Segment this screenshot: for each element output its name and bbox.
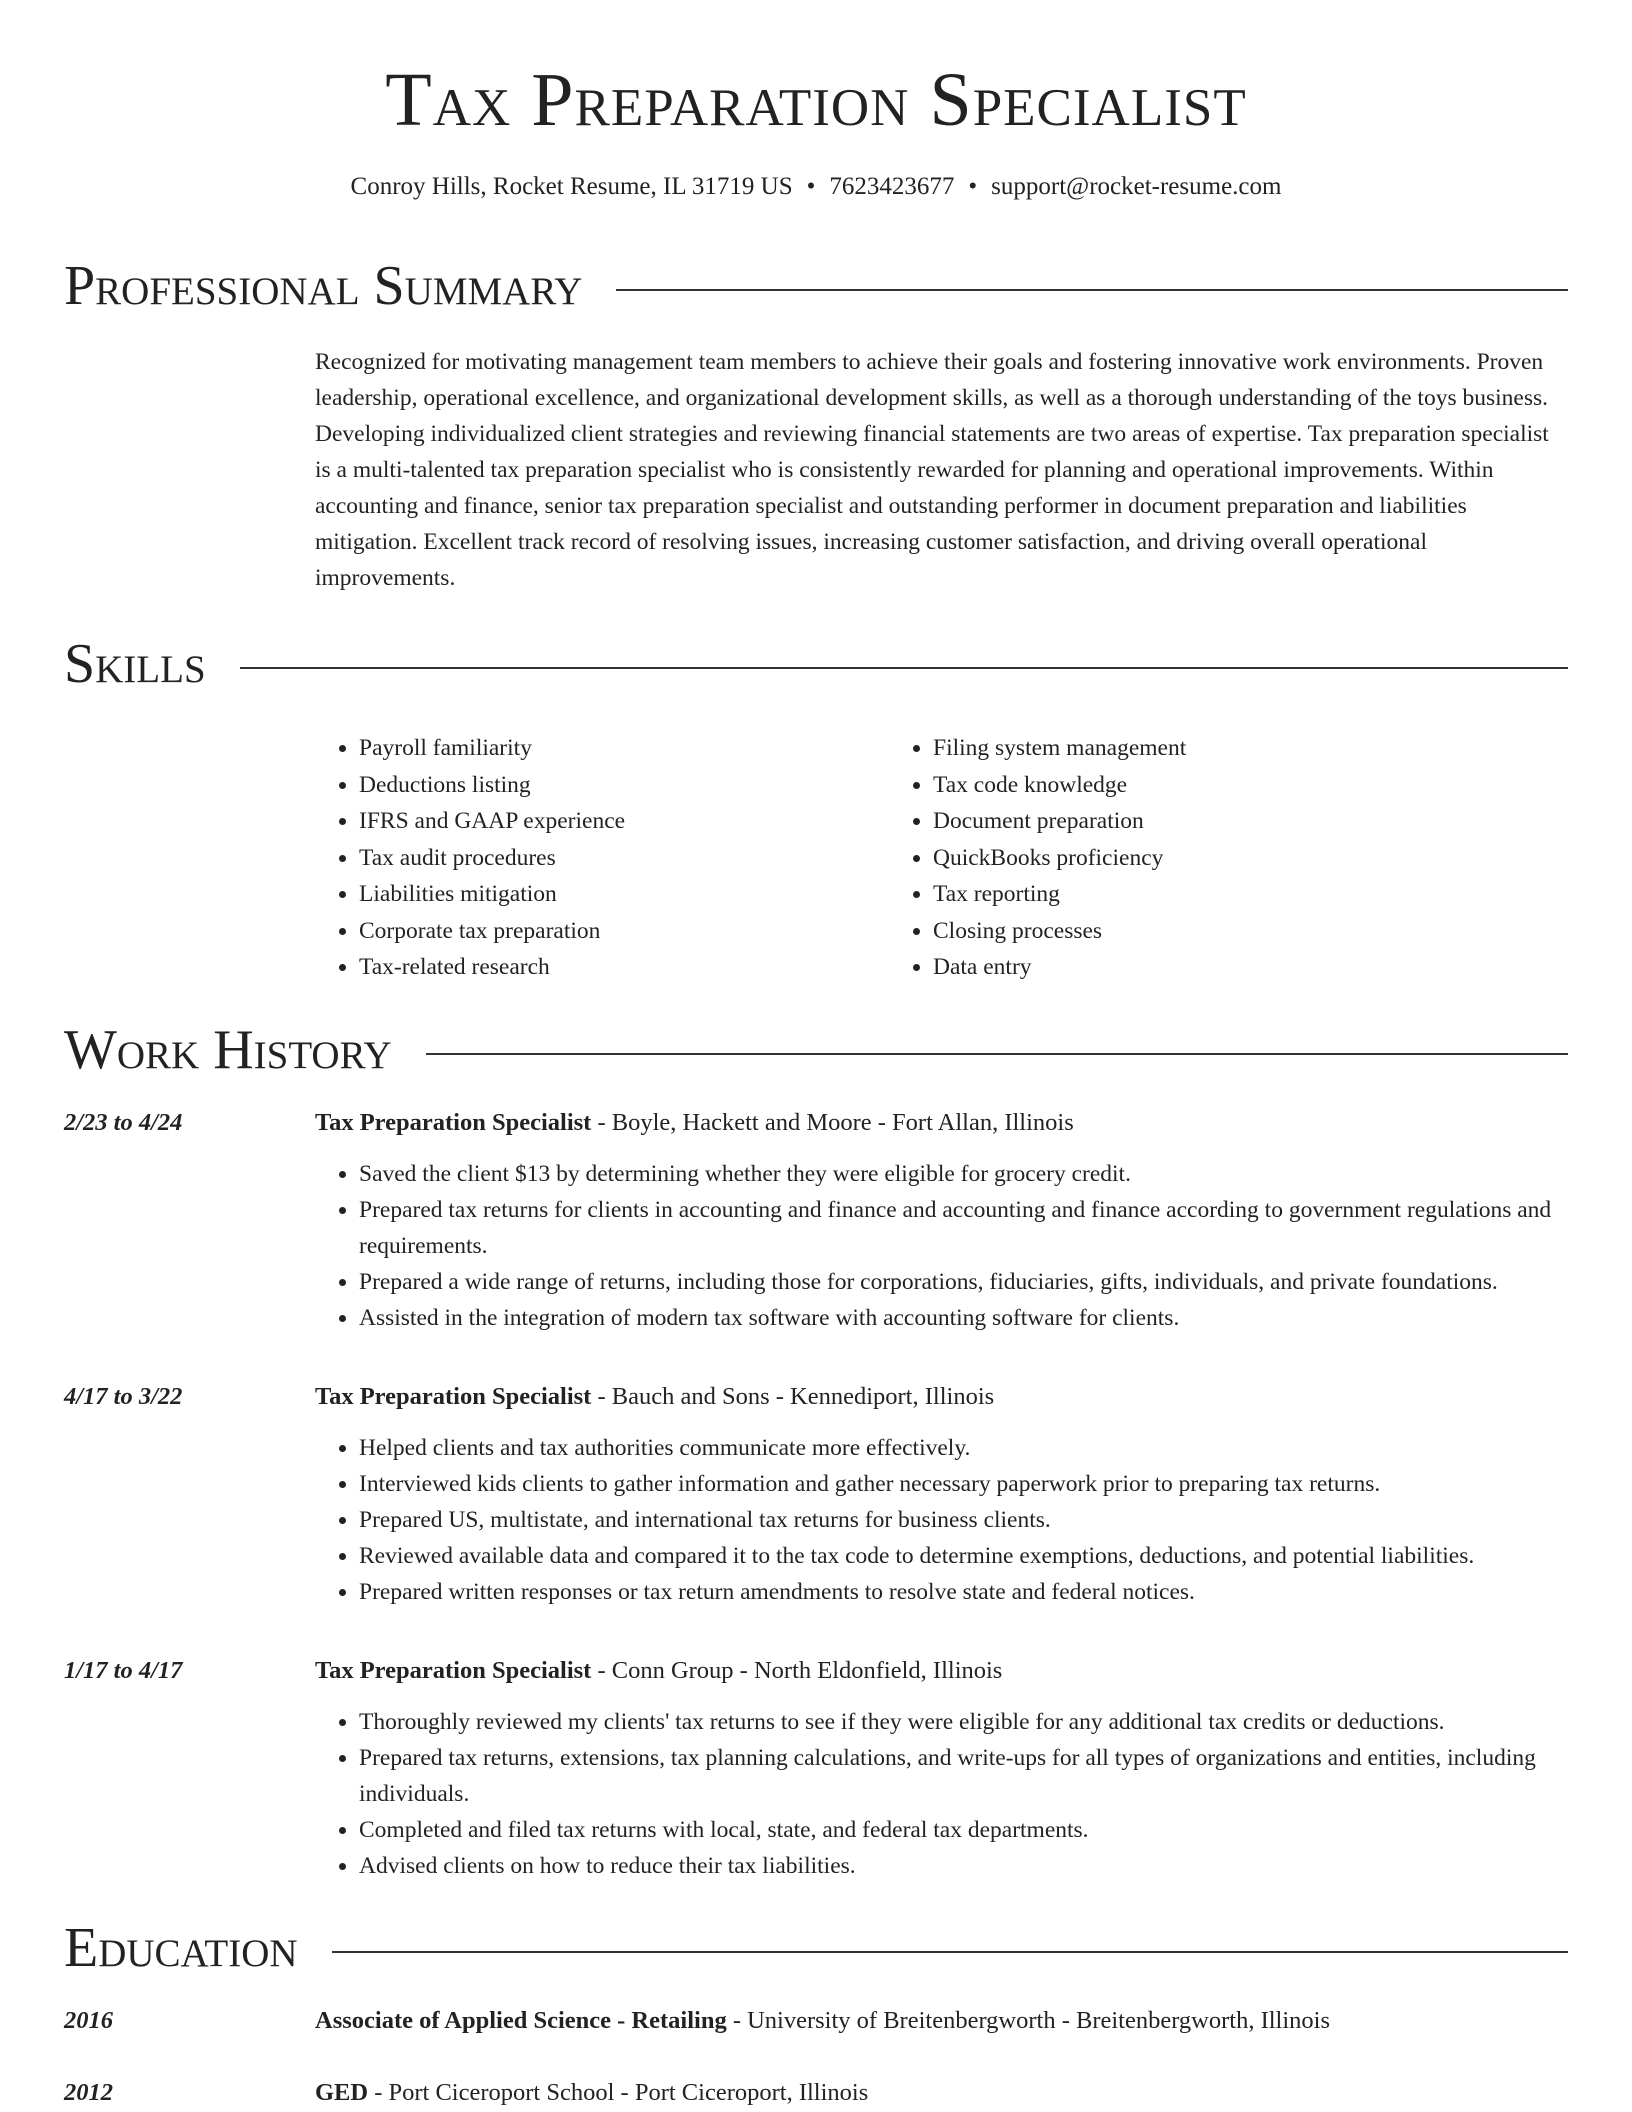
- job-details: - Bauch and Sons - Kennediport, Illinois: [591, 1382, 995, 1410]
- work-section-header: [64, 1018, 1568, 1081]
- education-heading: Education: [64, 1916, 298, 1979]
- skills-column-left: [315, 730, 889, 986]
- skill-item: • Filing system management: [933, 730, 1463, 767]
- job-bullet: • Completed and filed tax returns with local, state, and federal tax departments.: [359, 1812, 1568, 1848]
- job-entry: [64, 1106, 1568, 1336]
- job-dates: 1/17 to 4/17: [64, 1656, 183, 1684]
- job-title: Tax Preparation Specialist: [315, 1382, 592, 1410]
- education-heading-line: [315, 2004, 1330, 2038]
- skill-item: • Tax code knowledge: [933, 767, 1463, 804]
- job-bullet: • Prepared a wide range of returns, including those for corporations, fiduciaries, gifts, individuals, and private foundations.: [359, 1264, 1568, 1300]
- education-degree: GED: [315, 2078, 369, 2106]
- skill-item: • Document preparation: [933, 803, 1463, 840]
- job-bullet: • Thoroughly reviewed my clients' tax returns to see if they were eligible for any additional tax credits or deductions.: [359, 1704, 1568, 1740]
- summary-body: [315, 344, 1568, 596]
- skill-item: • Tax-related research: [359, 949, 889, 986]
- page-title: Tax Preparation Specialist: [385, 58, 1247, 142]
- skills-heading: Skills: [64, 633, 206, 695]
- job-bullet: • Assisted in the integration of modern tax software with accounting software for clients.: [359, 1300, 1568, 1336]
- contact-email: support@rocket-resume.com: [991, 173, 1282, 200]
- job-bullet: • Reviewed available data and compared it to the tax code to determine exemptions, deductions, and potential liabilities.: [359, 1538, 1568, 1574]
- job-details: - Boyle, Hackett and Moore - Fort Allan, Illinois: [591, 1108, 1074, 1136]
- skill-item: • Liabilities mitigation: [359, 876, 889, 913]
- skill-item: • Tax reporting: [933, 876, 1463, 913]
- education-entry: [64, 2076, 1568, 2110]
- skill-item: • Deductions listing: [359, 767, 889, 804]
- job-dates: 4/17 to 3/22: [64, 1382, 183, 1410]
- skills-column-right: [889, 730, 1463, 986]
- job-bullets: [315, 1430, 1568, 1610]
- job-dates: 2/23 to 4/24: [64, 1108, 183, 1136]
- job-entry: [64, 1654, 1568, 1884]
- job-details: - Conn Group - North Eldonfield, Illinois: [591, 1656, 1003, 1684]
- contact-phone: 7623423677: [829, 173, 955, 200]
- summary-heading: Professional Summary: [64, 255, 583, 317]
- education-details: - Port Ciceroport School - Port Ciceroport, Illinois: [368, 2078, 869, 2106]
- job-bullet: • Prepared tax returns for clients in accounting and finance and accounting and finance according to government regulations and requirements.: [359, 1192, 1568, 1264]
- skill-item: • Closing processes: [933, 913, 1463, 950]
- education-entry: [64, 2004, 1568, 2038]
- contact-separator: •: [968, 173, 978, 200]
- section-divider: [332, 1951, 1568, 1953]
- job-bullet: • Helped clients and tax authorities communicate more effectively.: [359, 1430, 1568, 1466]
- job-title: Tax Preparation Specialist: [315, 1108, 592, 1136]
- education-section-header: [64, 1916, 1568, 1979]
- skill-item: • Payroll familiarity: [359, 730, 889, 767]
- job-bullet: • Prepared US, multistate, and international tax returns for business clients.: [359, 1502, 1568, 1538]
- education-degree: Associate of Applied Science - Retailing: [315, 2006, 727, 2034]
- work-heading: Work History: [64, 1018, 392, 1081]
- job-title: Tax Preparation Specialist: [315, 1656, 592, 1684]
- job-header: [64, 1106, 1568, 1140]
- job-heading: [315, 1380, 994, 1414]
- job-bullet: • Advised clients on how to reduce their tax liabilities.: [359, 1848, 1568, 1884]
- job-bullet: • Interviewed kids clients to gather information and gather necessary paperwork prior to preparing tax returns.: [359, 1466, 1568, 1502]
- job-bullet: • Prepared tax returns, extensions, tax planning calculations, and write-ups for all types of organizations and entities, including individuals.: [359, 1740, 1568, 1812]
- education-year: 2016: [64, 2006, 113, 2034]
- skill-item: • QuickBooks proficiency: [933, 840, 1463, 877]
- job-heading: [315, 1106, 1074, 1140]
- skill-item: • Data entry: [933, 949, 1463, 986]
- contact-separator: •: [806, 173, 816, 200]
- skill-item: • Corporate tax preparation: [359, 913, 889, 950]
- skills-section-header: [64, 633, 1568, 695]
- contact-address: Conroy Hills, Rocket Resume, IL 31719 US: [350, 173, 793, 200]
- job-header: [64, 1380, 1568, 1414]
- contact-line: [64, 172, 1568, 202]
- summary-text: Recognized for motivating management team members to achieve their goals and fostering innovative work environments. Proven leadership, operational excellence, and organizational development skills, as well as a thorough understanding of the toys business. Developing individualized client strategies and reviewing financial statements are two areas of expertise. Tax preparation specialist is a multi-talented tax preparation specialist who is consistently rewarded for planning and operational improvements. Within accounting and finance, senior tax preparation specialist and outstanding performer in document preparation and liabilities mitigation. Excellent track record of resolving issues, increasing customer satisfaction, and driving overall operational improvements.: [315, 349, 1549, 591]
- section-divider: [616, 289, 1568, 291]
- education-heading-line: [315, 2076, 868, 2110]
- education-details: - University of Breitenbergworth - Breitenbergworth, Illinois: [726, 2006, 1331, 2034]
- section-divider: [240, 667, 1568, 669]
- education-year: 2012: [64, 2078, 113, 2106]
- job-bullets: [315, 1704, 1568, 1884]
- skill-item: • IFRS and GAAP experience: [359, 803, 889, 840]
- job-header: [64, 1654, 1568, 1688]
- section-divider: [426, 1053, 1568, 1055]
- job-bullets: [315, 1156, 1568, 1336]
- skill-item: • Tax audit procedures: [359, 840, 889, 877]
- job-entry: [64, 1380, 1568, 1610]
- job-bullet: • Prepared written responses or tax return amendments to resolve state and federal notices.: [359, 1574, 1568, 1610]
- skills-list: [315, 730, 1568, 986]
- job-heading: [315, 1654, 1002, 1688]
- job-bullet: • Saved the client $13 by determining whether they were eligible for grocery credit.: [359, 1156, 1568, 1192]
- summary-section-header: [64, 255, 1568, 317]
